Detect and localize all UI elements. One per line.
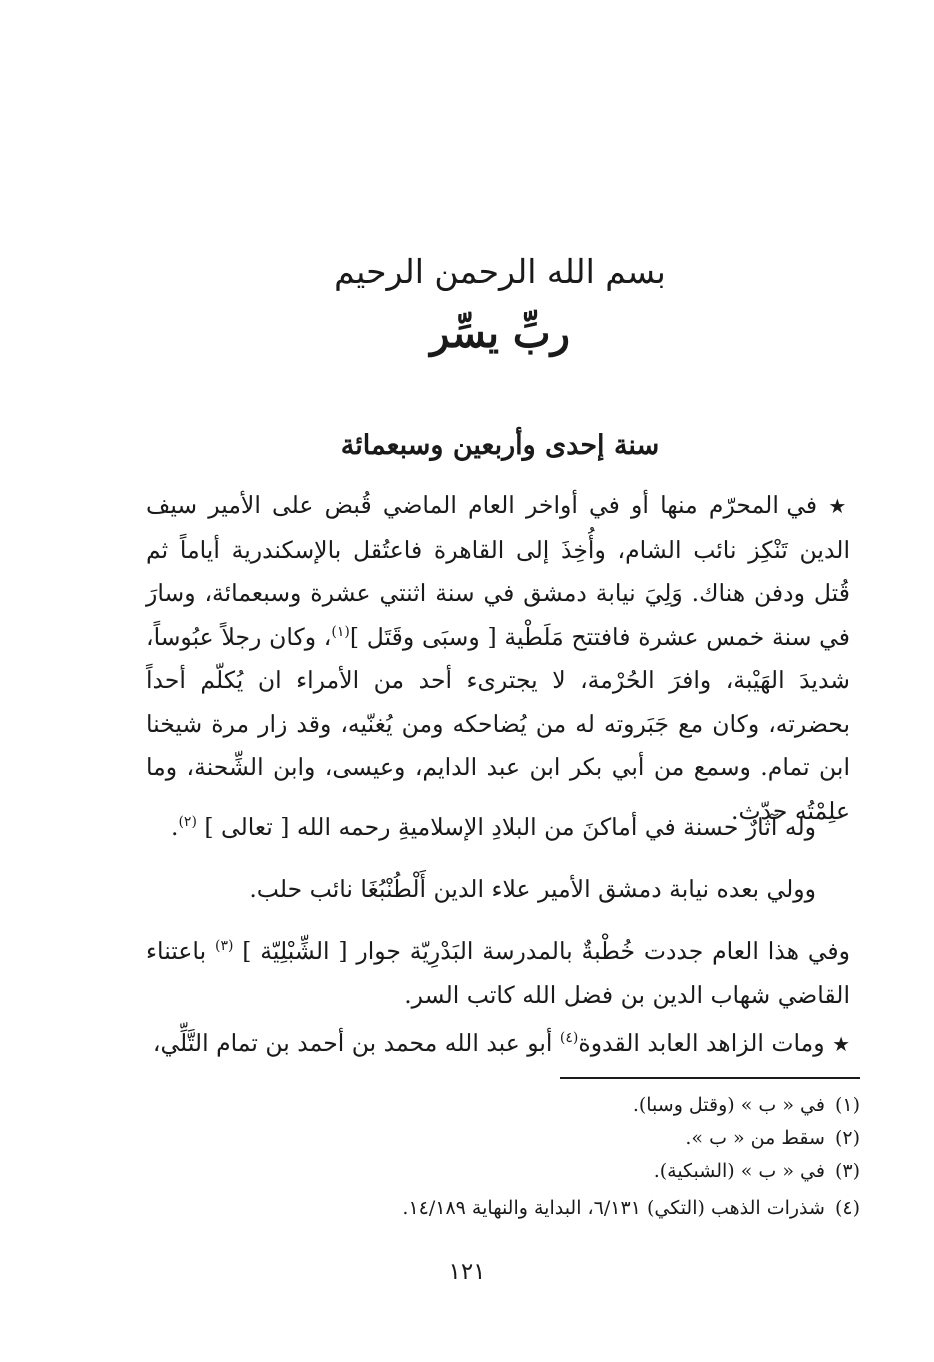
footnote-ref-2: (٢): [178, 814, 197, 831]
star-icon: ★: [832, 1032, 850, 1056]
footnote-ref-1: (١): [331, 623, 350, 640]
paragraph-text: وله آثارٌ حسنة في أماكنَ من البلادِ الإسلاميةِ رحمه الله [ تعالى ]: [204, 813, 816, 841]
footnote-text: سقط من « ب ».: [685, 1127, 825, 1149]
footnote: [100, 1122, 860, 1154]
paragraph-death: [146, 1022, 850, 1067]
paragraph-altunbugha: وولي بعده نيابة دمشق الأمير علاء الدين أَلْطُنْبُغَا نائب حلب.: [249, 875, 816, 903]
footnote-text: في « ب » (وقتل وسبا).: [632, 1094, 825, 1116]
paragraph-text: أبو عبد الله محمد بن أحمد بن تمام التَّلِّي،: [152, 1029, 560, 1057]
footnote: [100, 1192, 860, 1224]
paragraph-text: ، وكان رجلاً عبُوساً، شديدَ الهَيْبة، وافرَ الحُرْمة، لا يجترىء أحد من الأمراء ان يُكلّم أحداً بحضرته، وكان مع جَبَروته له من يُضاحكه ومن يُغنّيه، وقد زار مرة شيخنا ابن تمام. وسمع من أبي بكر ابن عبد الدايم، وعيسى، وابن الشِّحنة، وما علِمْتُه حدّث.: [146, 622, 850, 825]
paragraph-text: وفي هذا العام جددت خُطْبةٌ بالمدرسة البَدْرِيّة جوار [ الشِّبْلِيّة ]: [242, 937, 850, 965]
footnote-number: (١): [834, 1094, 860, 1116]
page-number: ١٢١: [448, 1259, 486, 1285]
paragraph-text: في المحرّم منها أو في أواخر العام الماضي قُبض على الأمير سيف الدين تَنْكِز نائب الشام، وأُخِذَ إلى القاهرة فاعتُقل بالإسكندرية أياماً ثم قُتل ودفن هناك. وَلِيَ نيابة دمشق في سنة اثنتي عشرة وسبعمائة، وسارَ في سنة خمس عشرة فافتتح مَلَطْية [ وسبَى وقَتَل ]: [146, 491, 850, 651]
footnote-ref-3: (٣): [214, 938, 234, 955]
section-title: سنة إحدى وأربعين وسبعمائة: [340, 430, 660, 461]
paragraph-tankiz: [146, 484, 850, 833]
star-icon: ★: [828, 494, 850, 518]
invocation: ربِّ يسِّر: [430, 310, 570, 357]
paragraph-text: ومات الزاهد العابد القدوة: [578, 1029, 825, 1057]
paragraph-khutba: [146, 930, 850, 1017]
paragraph-athar: [166, 806, 816, 850]
footnote-number: (٣): [834, 1160, 860, 1182]
footnote: [100, 1089, 860, 1121]
footnote-divider: [560, 1077, 860, 1079]
footnote-text: شذرات الذهب (التكي) ٦/١٣١، البداية والنهاية ١٤/١٨٩.: [402, 1197, 825, 1219]
footnote-text: في « ب » (الشبكية).: [653, 1160, 825, 1182]
paragraph-text: .: [170, 813, 179, 841]
footnote: [100, 1155, 860, 1187]
footnote-number: (٢): [834, 1127, 860, 1149]
basmala: بسم الله الرحمن الرحيم: [334, 252, 666, 291]
paragraph-text: باعتناء القاضي شهاب الدين بن فضل الله كاتب السر.: [146, 937, 850, 1009]
footnote-number: (٤): [834, 1197, 860, 1219]
footnote-ref-4: (٤): [559, 1030, 579, 1047]
